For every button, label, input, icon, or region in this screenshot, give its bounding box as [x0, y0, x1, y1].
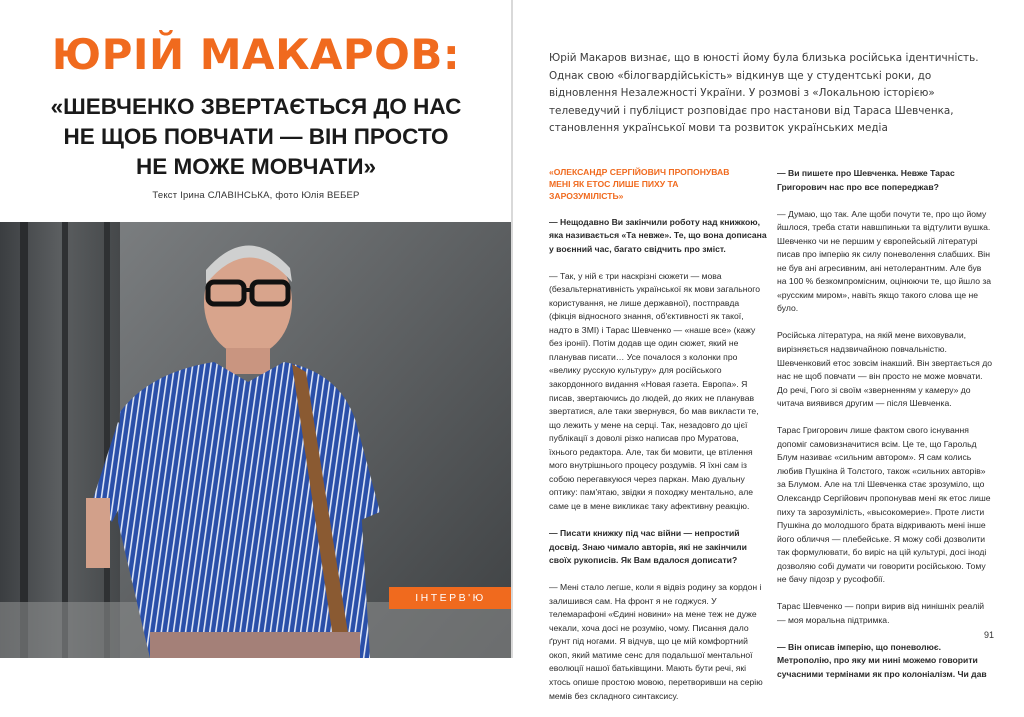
text-column-1 — [549, 166, 767, 717]
answer-3-cont-3: Тарас Шевченко — попри вирив від нинішніх реалій — моя моральна підтримка. — [777, 601, 985, 625]
answer-3-cont-1: Російська література, на якій мене виховували, вирізняється надзвичайною повчальністю. Шевченковий етос зовсім інакший. Він звертається до нас не щоб повчати — він просто не може мовчати. До речі, Гюго зі своїм «зверненням у камеру» до читача виявився другим — після Шевченка. — [777, 330, 992, 409]
lead-paragraph: Юрій Макаров визнає, що в юності йому була близька російська ідентичність. Однак свою «білогвардійськість» відкинув ще у студентські роки, до відновлення Незалежності України. У розмові з «Локальною історією» телеведучий і публіцист розповідає про настанови від Тараса Шевченка, становлення української мови та розвиток українських медіа — [549, 52, 979, 134]
answer-1: — Так, у ній є три наскрізні сюжети — мова (безальтернативність української як мови загального користування, не лише державної), постправда (фікція відносного знання, об'єктивності як такої, надто в ЗМІ) і Тарас Шевченко — «наше все» (кажу без іронії). Потім додав ще один сюжет, який не планував писати… Усе почалося з колонки про «велику русскую культуру» для російського закордонного видання «Новая газета. Европа». Я писав, звертаючись до людей, до яких не планував звертатися, але таки звернувся, бо мав викласти те, що лежить у мене на серці. Так, незадовго до цієї публікації з доволі різко написав про Муратова, їхнього редактора. Але, так би мовити, це втілення мого внутрішнього процесу роздумів. Я їхні сам із собою перегавкуюся через паркан. Маю дуальну оптику: пам'ятаю, звідки я походжу ментально, але саме це в мене викликає таку афективну реакцію. — [549, 270, 760, 511]
page-number: 91 — [983, 630, 994, 640]
answer-3: — Думаю, що так. Але щоби почути те, про що йому йшлося, треба стати навшпиньки та відтулити вушка. Шевченко чи не першим у європейській літературі писав про імперію як силу поневолення слабших. Він не був ані агресивним, ані нетолерантним. Але був на 100 % безкомпромісним, оцінюючи те, що йшло за «русским миром», навіть якщо такого слова ще не було. — [777, 208, 992, 314]
question-4: — Він описав імперію, що поневолює. Метрополію, про яку ми нині можемо говорити сучасними термінами як про колоніалізм. Чи дав — [777, 641, 987, 679]
headline-line-1: «ШЕВЧЕНКО ЗВЕРТАЄТЬСЯ ДО НАС — [50, 94, 462, 119]
left-page — [0, 0, 512, 658]
interview-name-title: ЮРІЙ МАКАРОВ: — [51, 30, 461, 79]
answer-3-cont-2: Тарас Григорович лише фактом свого існування допоміг самовизначитися всім. Це те, що Гарольд Блум називає «сильним автором». Я сам колись любив Пушкіна й Толстого, також «сильних авторів» за Блумом. Але на тлі Шевченка стає зрозуміло, що Олександр Сергійович пропонував мені як етос лише пиху та зарозумілість, «высокомерие». Проте листи Пушкіна до молодшого брата відкривають мені інше його обличчя — плебейське. Я можу собі дозволити так формулювати, бо виріс на цій культурі, досі іноді дозволяю собі думати чи говорити російською. Тому не бачу підозр у русофобії. — [777, 425, 991, 585]
question-2: — Писати книжку під час війни — непростий досвід. Знаю чимало авторів, які не закінчили своїх рукописів. Як Вам вдалося дописати? — [549, 527, 747, 566]
question-3: — Ви пишете про Шевченка. Невже Тарас Григорович нас про все попереджав? — [777, 168, 955, 192]
pull-quote: «ОЛЕКСАНДР СЕРГІЙОВИЧ ПРОПОНУВАВ МЕНІ ЯК ЕТОС ЛИШЕ ПИХУ ТА ЗАРОЗУМІЛІСТЬ» — [549, 167, 730, 201]
answer-2: — Мені стало легше, коли я відвіз родину за кордон і залишився сам. На фронт я не годжуся. У телемарафоні «Єдині новини» на мене теж не дуже чекали, хоча досі не розумію, чому. Писання дало ґрунт під ногами. Я відчув, що це мій комфортний окоп, який матиме сенс для подальшої ментальної еволюції нашої батьківщини. Мають бути речі, які хтось опише простою мовою, перетворивши на серію мемів без складного синтаксису. — [549, 582, 763, 701]
author-credits: Текст Ірина СЛАВІНСЬКА, фото Юлія ВЕБЕР — [152, 190, 360, 201]
section-rubric-badge: ІНТЕРВ'Ю — [389, 587, 512, 609]
interview-quote-headline — [40, 92, 472, 182]
headline-line-2: НЕ ЩОБ ПОВЧАТИ — ВІН ПРОСТО — [63, 124, 449, 149]
text-column-2 — [777, 167, 993, 695]
headline-line-3: НЕ МОЖЕ МОВЧАТИ» — [135, 154, 377, 179]
question-1: — Нещодавно Ви закінчили роботу над книжкою, яка називається «Та невже». Те, що вона дописана у воєнний час, багато свідчить про зміст. — [549, 216, 767, 254]
right-page — [513, 0, 1024, 701]
